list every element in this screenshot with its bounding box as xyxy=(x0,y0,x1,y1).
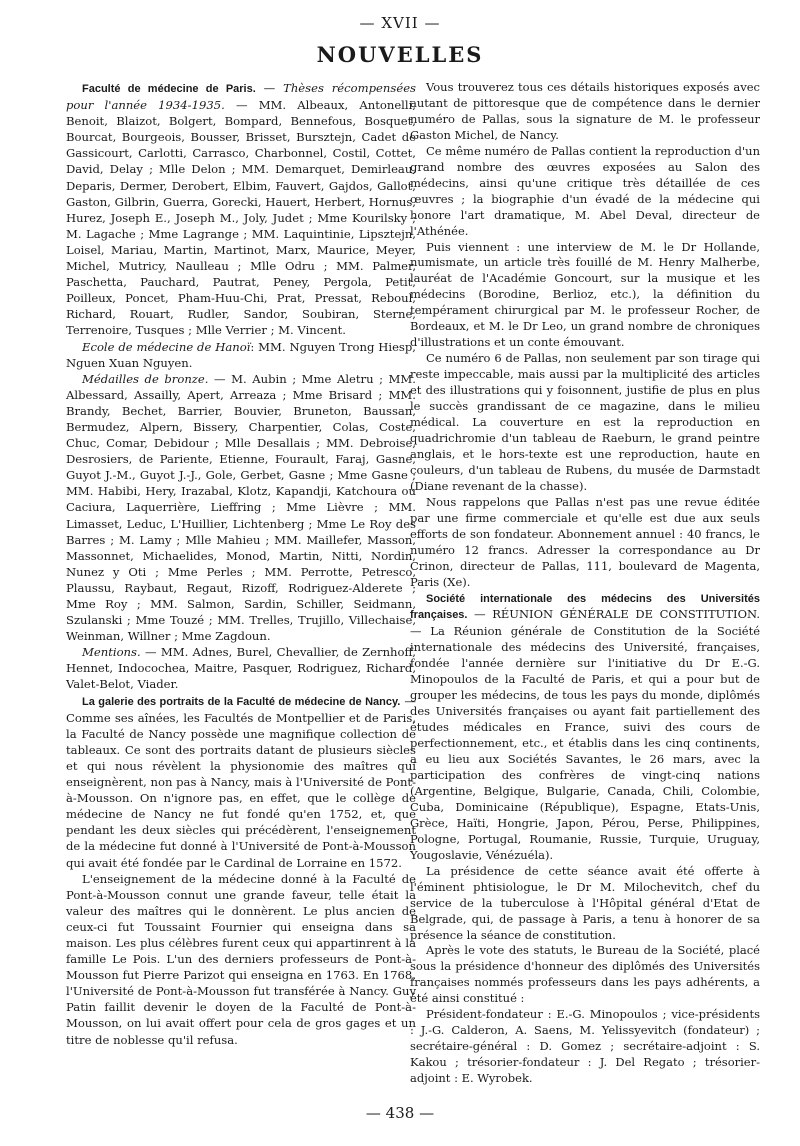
paragraph-pallas-interview: Puis viennent : une interview de M. le Dr Hollande, numismate, un article très fouillé de M. Henry Malherbe, lauréat de l'Académie Goncourt, sur la musique et les médecins (Borodine, Berlioz, etc.), la définition du tempérament chirurgical par M. le professeur Rocher, de Bordeaux, et M. le Dr Leo, un grand nombre de chroniques d'illustrations et un conte émouvant. xyxy=(410,239,760,350)
paragraph-pallas-numero: Ce numéro 6 de Pallas, non seulement par son tirage qui reste impeccable, mais aussi par la multiplicité des articles et des illustrations qui y foisonnent, justifie de plus en plus le succès grandissant de ce magazine, dans le milieu médical. La couverture en est la reproduction en quadrichromie d'un tableau de Raeburn, le grand peintre anglais, et le hors-texte est une reproduction, haute en couleurs, d'un tableau de Rubens, du musée de Darmstadt (Diane revenant de la chasse). xyxy=(410,351,760,493)
heading-medailles: Médailles de bronze. xyxy=(82,371,209,386)
theses-list: — MM. Albeaux, Antonelli, Benoit, Blaizot, Bolgert, Bompard, Bennefous, Bosquet, Bourcat, Bourgeois, Bousser, Brisset, Bursztejn, Cadet de Gassicourt, Carlotti, Carrasco, Charbonnel, Costil, Cottet, David, Delay ; Mlle Delon ; MM. Demarquet, Demirleau, Deparis, Dermer, Derobert, Elbim, Fauvert, Gajdos, Gallot, Gaston, Gilbrin, Guerra, Gorecki, Hauert, Herbert, Hornus, Hurez, Joseph E., Joseph M., Joly, Judet ; Mme Kourilsky ; M. Lagache ; Mme Lagrange ; MM. Laquintinie, Lipsztejn, Loisel, Mariau, Martin, Martinot, Marx, Maurice, Meyer, Michel, Mutricy, Naulleau ; Mlle Odru ; MM. Palmer, Paschetta, Pauchard, Pautrat, Peney, Pergola, Petit, Poilleux, Poncet, Pham-Huu-Chi, Prat, Pressat, Reboul, Richard, Rouart, Rudler, Sandor, Soubiran, Sterne, Terrenoire, Tusques ; Mlle Verrier ; M. Vincent. xyxy=(66,98,416,338)
paragraph-mentions xyxy=(66,644,416,692)
hanoi-list: : MM. Nguyen Trong Hiesp, Nguen Xuan Nguyen. xyxy=(66,339,416,370)
right-column xyxy=(410,80,760,1087)
heading-mentions: Mentions. xyxy=(82,645,141,660)
heading-societe: Société internationale des médecins des Universités françaises. xyxy=(410,592,760,622)
paragraph-pallas-intro: Vous trouverez tous ces détails historiques exposés avec autant de pittoresque que de compétence dans le dernier numéro de Pallas, sous la signature de M. le professeur Gaston Michel, de Nancy. xyxy=(410,80,760,142)
paragraph-pallas-abonnement: Nous rappelons que Pallas n'est pas une revue éditée par une firme commerciale et qu'elle est due aux seuls efforts de son fondateur. Abonnement annuel : 40 francs, le numéro 12 francs. Adresser la correspondance au Dr Crinon, directeur de Pallas, 111, boulevard de Magenta, Paris (Xe). xyxy=(410,494,760,589)
heading-hanoi: Ecole de médecine de Hanoï xyxy=(82,339,251,354)
paragraph-enseignement: L'enseignement de la médecine donné à la Faculté de Pont-à-Mousson connut une grande faveur, telle était la valeur des maîtres qui le donnèrent. Le plus ancien de ceux-ci fut Toussaint Fournier qui enseigna dans sa maison. Les plus célèbres furent ceux qui appartinrent à la famille Le Pois. L'un des derniers professeurs de Pont-à-Mousson fut Pierre Parizot qui enseigna en 1763. En 1768, l'Université de Pont-à-Mousson fut transférée à Nancy. Guy Patin faillit devenir le doyen de la Faculté de Pont-à-Mousson, on lui avait offert pour cela de gros gages et un titre de noblesse qu'il refusa. xyxy=(66,871,416,1047)
paragraph-presidence: La présidence de cette séance avait été offerte à l'éminent phtisiologue, le Dr M. Milochevitch, chef du service de la tuberculose à l'Hôpital général d'Etat de Belgrade, qui, de passage à Paris, a tenu à honorer de sa présence la séance de constitution. xyxy=(410,863,760,942)
paragraph-galerie xyxy=(66,693,416,871)
paragraph-hanoi xyxy=(66,339,416,371)
paragraph-medailles xyxy=(66,371,416,645)
societe-text: — RÉUNION GÉNÉRALE DE CONSTITUTION. — La Réunion générale de Constitution de la Société internationale des médecins des Université, françaises, fondée l'année dernière sur l'initiative du Dr E.-G. Minopoulos de la Faculté de Paris, et qui a pour but de grouper les médecins, de tous les pays du monde, diplômés des Universités françaises ou ayant fait partiellement des études médicales en France, suivi des cours de perfectionnement, etc., et établis dans les cinq continents, a eu lieu aux Sociétés Savantes, le 26 mars, avec la participation des confrères de vingt-cinq nations (Argentine, Belgique, Bulgarie, Canada, Chili, Colombie, Cuba, Dominicaine (République), Espagne, Etats-Unis, Grèce, Haïti, Hongrie, Japon, Pérou, Perse, Philippines, Pologne, Portugal, Roumanie, Russie, Turquie, Uruguay, Yougoslavie, Vénézuéla). xyxy=(410,607,760,862)
left-column xyxy=(66,80,416,1048)
page-header: — XVII — xyxy=(359,14,441,32)
subheading-theses: — Thèses récompensées pour l'année 1934-1935. xyxy=(66,81,417,113)
paragraph-theses xyxy=(66,80,416,339)
heading-faculte-paris: Faculté de médecine de Paris. xyxy=(82,83,256,95)
section-title: NOUVELLES xyxy=(316,42,484,67)
medailles-list: — M. Aubin ; Mme Aletru ; MM. Albessard, Assailly, Apert, Arreaza ; Mme Brisard ; MM. Brandy, Bechet, Barrier, Bouvier, Bruneton, Baussan, Bermudez, Alpern, Bissery, Charpentier, Colas, Coste, Chuc, Comar, Debidour ; Mlle Desallais ; MM. Debroise, Desrosiers, de Pariente, Etienne, Fourault, Faraj, Gasne, Guyot J.-M., Guyot J.-J., Gole, Gerbet, Gasne ; Mme Gasne ; MM. Habibi, Hery, Irazabal, Klotz, Kapandji, Katchoura ou Caciura, Laquerrière, Lieffring ; Mme Lièvre ; MM. Limasset, Leduc, L'Huillier, Lichtenberg ; Mme Le Roy des Barres ; M. Lamy ; Mlle Mahieu ; MM. Maillefer, Masson, Massonnet, Michaelides, Monod, Martin, Nitti, Nordin, Nunez y Oti ; Mme Perles ; MM. Perrotte, Petresco, Plaussu, Raybaut, Regaut, Rizoff, Rodriguez-Alderete ; Mme Roy ; MM. Salmon, Sardin, Schiller, Seidmann, Szulanski ; Mme Touzé ; MM. Trelles, Trujillo, Villechaise, Weinman, Willner ; Mme Zagdoun. xyxy=(66,371,416,644)
paragraph-bureau: Après le vote des statuts, le Bureau de la Société, placé sous la présidence d'honneur des diplômés des Universités françaises nommés professeurs dans les pays adhérents, a été ainsi constitué : xyxy=(410,943,760,1006)
page-number: — 438 — xyxy=(365,1104,435,1122)
paragraph-pallas-contenu: Ce même numéro de Pallas contient la reproduction d'un grand nombre des œuvres exposées au Salon des médecins, ainsi qu'une critique très détaillée de ces œuvres ; la biographie d'un évadé de la médecine qui honore l'art dramatique, M. Abel Deval, directeur de l'Athénée. xyxy=(410,143,760,238)
galerie-text: — Comme ses aînées, les Facultés de Montpellier et de Paris, la Faculté de Nancy possède une magnifique collection de tableaux. Ce sont des portraits datant de plusieurs siècles et qui nous révèlent la physionomie des maîtres qui enseignèrent, non pas à Nancy, mais à l'Université de Pont-à-Mousson. On n'ignore pas, en effet, que le collège de médecine de Nancy ne fut fondé qu'en 1752, et, que pendant les deux siècles qui précédèrent, l'enseignement de la médecine fut donné à l'Université de Pont-à-Mousson qui avait été fondée par le Cardinal de Lorraine en 1572. xyxy=(66,693,416,870)
paragraph-societe xyxy=(410,591,760,864)
paragraph-membres: Président-fondateur : E.-G. Minopoulos ; vice-présidents : J.-G. Calderon, A. Saens, M. Yelissyevitch (fondateur) ; secrétaire-général : D. Gomez ; secrétaire-adjoint : S. Kakou ; trésorier-fondateur : J. Del Regato ; trésorier-adjoint : E. Wyrobek. xyxy=(410,1007,760,1086)
mentions-list: — MM. Adnes, Burel, Chevallier, de Zernhoff, Hennet, Indocochea, Maitre, Pasquer, Rodriguez, Richard, Valet-Belot, Viader. xyxy=(66,645,416,692)
heading-galerie: La galerie des portraits de la Faculté de médecine de Nancy. xyxy=(82,695,401,708)
